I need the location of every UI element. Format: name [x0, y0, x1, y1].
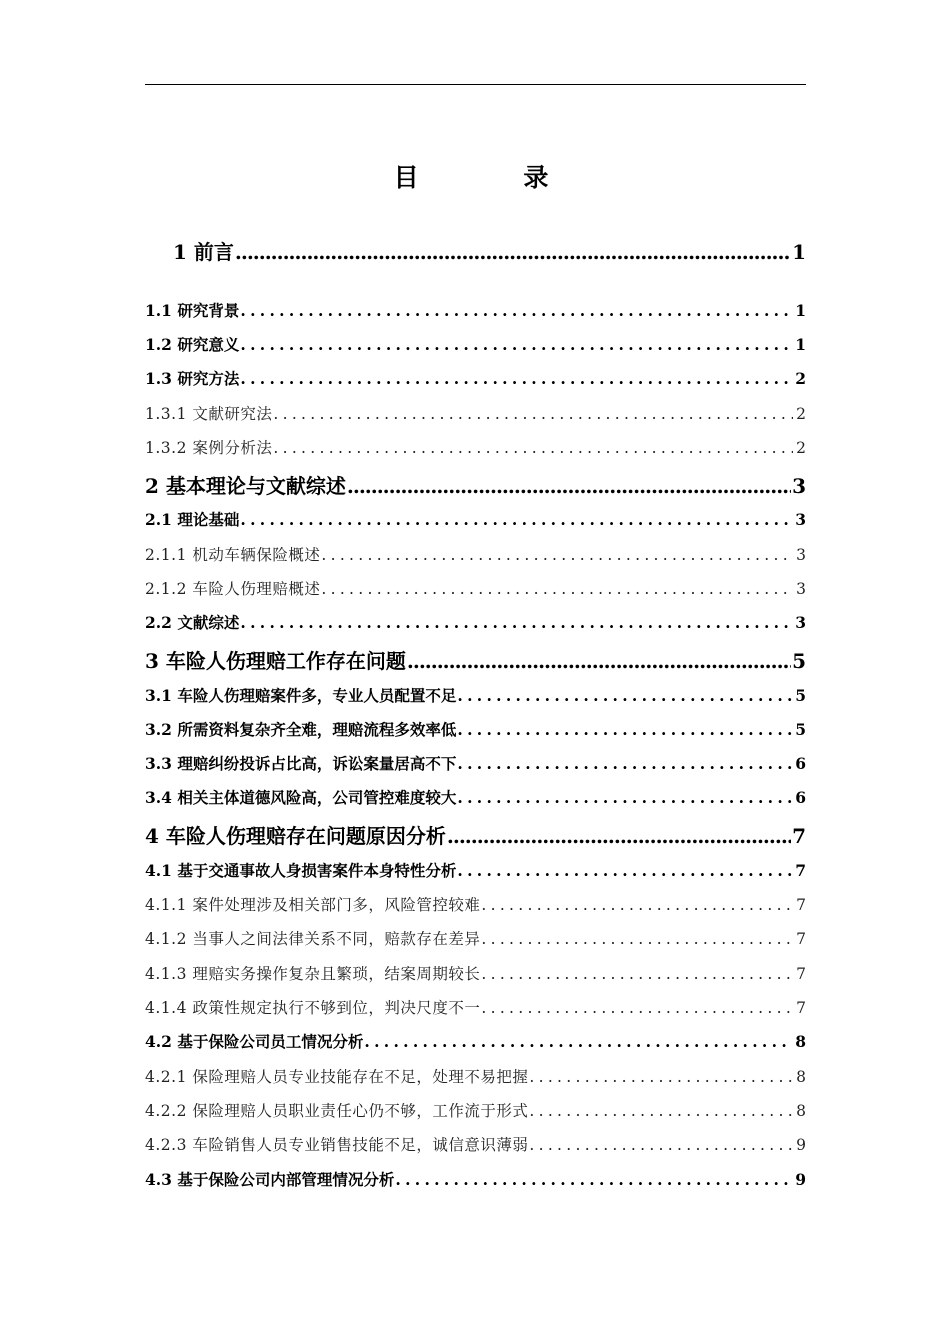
- toc-entry-text: 3.1 车险人伤理赔案件多，专业人员配置不足: [145, 686, 457, 705]
- toc-dot-leader: [240, 510, 792, 529]
- toc-dot-leader: [321, 546, 793, 564]
- toc-entry-text: 2.1 理论基础: [145, 510, 240, 529]
- toc-entry-text: 1.3 研究方法: [145, 369, 240, 388]
- toc-page-number: 6: [795, 754, 806, 773]
- toc-page-number: 8: [796, 1068, 806, 1086]
- toc-dot-leader: [240, 369, 792, 388]
- toc-dot-leader: [240, 613, 792, 632]
- toc-dot-leader: [235, 240, 791, 264]
- toc-page-number: 7: [796, 965, 806, 983]
- toc-entry-text: 4.2.2 保险理赔人员职业责任心仍不够，工作流于形式: [145, 1102, 529, 1120]
- toc-dot-leader: [529, 1068, 793, 1086]
- toc-title: 目 录: [393, 163, 597, 192]
- toc-page-number: 7: [796, 999, 806, 1017]
- toc-entry-text: 2.1.2 车险人伤理赔概述: [145, 580, 321, 598]
- toc-page-number: 7: [795, 861, 806, 880]
- toc-dot-leader: [457, 720, 792, 739]
- toc-entry-text: 1.3.1 文献研究法: [145, 405, 273, 423]
- toc-entry[interactable]: [145, 333, 806, 355]
- toc-entry-text: 3.3 理赔纠纷投诉占比高，诉讼案量居高不下: [145, 754, 457, 773]
- toc-page-number: 3: [796, 580, 806, 598]
- toc-dot-leader: [481, 896, 793, 914]
- toc-page-number: 2: [796, 439, 806, 457]
- toc-page-number: 7: [796, 896, 806, 914]
- toc-dot-leader: [529, 1136, 793, 1154]
- toc-page-number: 2: [795, 369, 806, 388]
- toc-entry-text: 4.1.3 理赔实务操作复杂且繁琐，结案周期较长: [145, 965, 481, 983]
- toc-dot-leader: [457, 788, 792, 807]
- toc-entry[interactable]: [145, 786, 806, 808]
- toc-page-number: 7: [796, 930, 806, 948]
- toc-entry-text: 4.2 基于保险公司员工情况分析: [145, 1032, 364, 1051]
- toc-entry-text: 4.1 基于交通事故人身损害案件本身特性分析: [145, 861, 457, 880]
- toc-entry[interactable]: [145, 820, 806, 849]
- toc-dot-leader: [407, 649, 791, 673]
- toc-page-number: 2: [796, 405, 806, 423]
- toc-dot-leader: [529, 1102, 793, 1120]
- toc-page-number: 3: [796, 546, 806, 564]
- toc-dot-leader: [347, 474, 791, 498]
- toc-dot-leader: [447, 824, 791, 848]
- toc-dot-leader: [481, 999, 793, 1017]
- toc-entry-text: 1.1 研究背景: [145, 301, 240, 320]
- toc-entry[interactable]: [145, 1168, 806, 1190]
- toc-entry-text: 4 车险人伤理赔存在问题原因分析: [145, 824, 446, 848]
- toc-entry[interactable]: [145, 299, 806, 321]
- toc-entry[interactable]: [145, 645, 806, 674]
- toc-entry[interactable]: [145, 1030, 806, 1052]
- toc-entry[interactable]: [145, 962, 806, 984]
- toc-entry[interactable]: [145, 611, 806, 633]
- toc-dot-leader: [364, 1032, 792, 1051]
- toc-page-number: 3: [792, 474, 806, 498]
- toc-entry-text: 3.4 相关主体道德风险高，公司管控难度较大: [145, 788, 457, 807]
- toc-entry[interactable]: [145, 508, 806, 530]
- toc-dot-leader: [321, 580, 793, 598]
- toc-page-number: 3: [795, 510, 806, 529]
- toc-entry-text: 1.3.2 案例分析法: [145, 439, 273, 457]
- toc-entry[interactable]: [145, 436, 806, 458]
- toc-dot-leader: [457, 861, 792, 880]
- toc-entry[interactable]: [145, 236, 806, 265]
- toc-page-number: 5: [795, 720, 806, 739]
- toc-entry-text: 2 基本理论与文献综述: [145, 474, 346, 498]
- toc-entry[interactable]: [145, 470, 806, 499]
- toc-page-number: 5: [792, 649, 806, 673]
- toc-entry[interactable]: [145, 402, 806, 424]
- toc-entry-text: 3 车险人伤理赔工作存在问题: [145, 649, 406, 673]
- toc-dot-leader: [481, 930, 793, 948]
- toc-dot-leader: [273, 405, 793, 423]
- toc-entry-text: 1.2 研究意义: [145, 335, 240, 354]
- toc-page-number: 3: [795, 613, 806, 632]
- toc-dot-leader: [240, 301, 792, 320]
- toc-entry-text: 4.1.4 政策性规定执行不够到位，判决尺度不一: [145, 999, 481, 1017]
- toc-page-number: 1: [795, 335, 806, 354]
- toc-page-number: 9: [796, 1136, 806, 1154]
- toc-page-number: 1: [792, 240, 806, 264]
- toc-dot-leader: [273, 439, 793, 457]
- toc-entry[interactable]: [145, 1065, 806, 1087]
- toc-entry[interactable]: [145, 577, 806, 599]
- toc-entry[interactable]: [145, 367, 806, 389]
- toc-dot-leader: [457, 686, 792, 705]
- toc-entry-text: 2.2 文献综述: [145, 613, 240, 632]
- header-rule: [145, 84, 806, 85]
- toc-entry-text: 3.2 所需资料复杂齐全难，理赔流程多效率低: [145, 720, 457, 739]
- toc-entry-text: 4.1.1 案件处理涉及相关部门多，风险管控较难: [145, 896, 481, 914]
- toc-entry-text: 4.2.1 保险理赔人员专业技能存在不足，处理不易把握: [145, 1068, 529, 1086]
- toc-entry[interactable]: [145, 996, 806, 1018]
- toc-entry[interactable]: [145, 752, 806, 774]
- toc-page-number: 9: [795, 1170, 806, 1189]
- toc-entry-text: 1 前言: [173, 240, 234, 264]
- toc-entry[interactable]: [145, 1099, 806, 1121]
- toc-entry-text: 4.2.3 车险销售人员专业销售技能不足，诚信意识薄弱: [145, 1136, 529, 1154]
- toc-page-number: 8: [795, 1032, 806, 1051]
- toc-page-number: 1: [795, 301, 806, 320]
- toc-entry[interactable]: [145, 718, 806, 740]
- toc-page-number: 5: [795, 686, 806, 705]
- toc-page-number: 6: [795, 788, 806, 807]
- toc-dot-leader: [481, 965, 793, 983]
- toc-entry-text: 2.1.1 机动车辆保险概述: [145, 546, 321, 564]
- toc-entry[interactable]: [145, 684, 806, 706]
- toc-page-number: 8: [796, 1102, 806, 1120]
- toc-page-number: 7: [792, 824, 806, 848]
- toc-entry[interactable]: [145, 1133, 806, 1155]
- toc-entry[interactable]: [145, 893, 806, 915]
- toc-dot-leader: [240, 335, 792, 354]
- toc-entry-text: 4.1.2 当事人之间法律关系不同，赔款存在差异: [145, 930, 481, 948]
- toc-dot-leader: [457, 754, 792, 773]
- toc-entry-text: 4.3 基于保险公司内部管理情况分析: [145, 1170, 395, 1189]
- toc-entry[interactable]: [145, 927, 806, 949]
- toc-entry[interactable]: [145, 543, 806, 565]
- toc-dot-leader: [395, 1170, 792, 1189]
- toc-entry[interactable]: [145, 859, 806, 881]
